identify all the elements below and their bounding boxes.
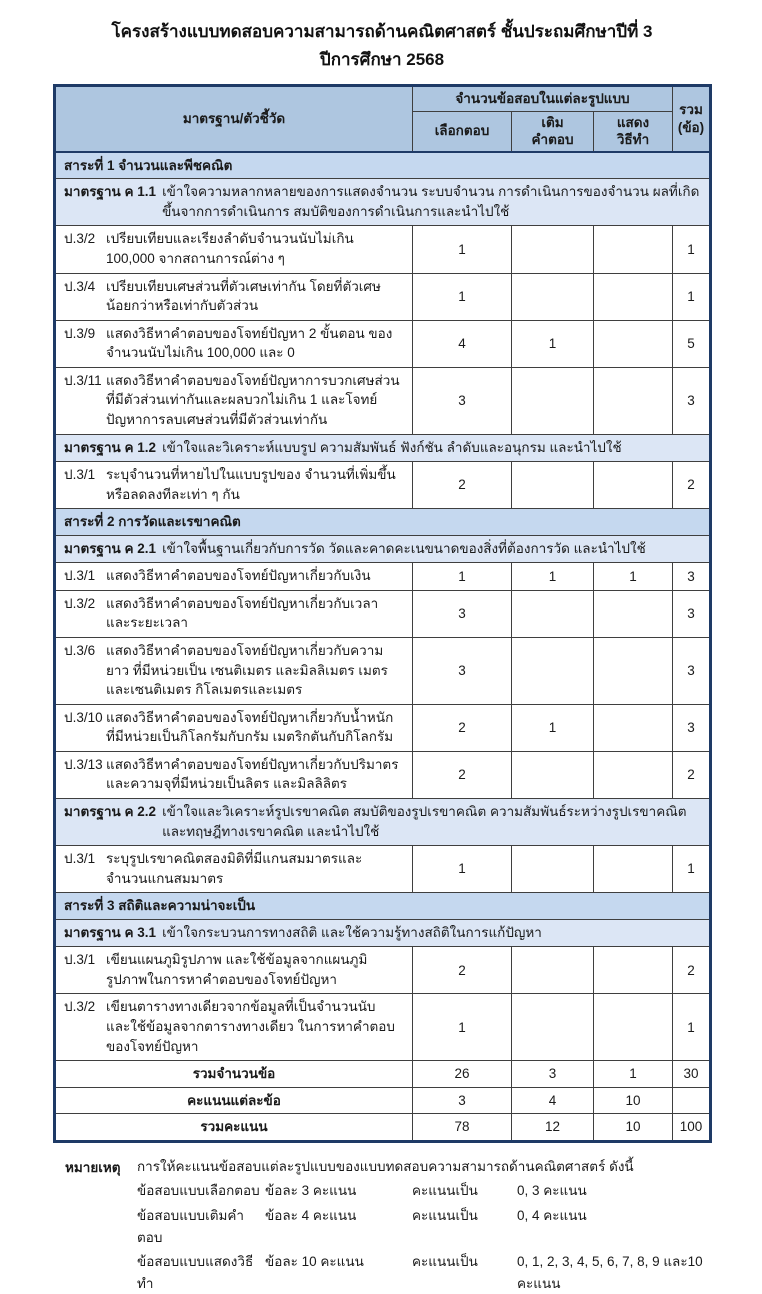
note-score-values: 0, 1, 2, 3, 4, 5, 6, 7, 8, 9 และ10 คะแนน <box>517 1254 703 1291</box>
count-total: 1 <box>673 994 711 1061</box>
indicator-text: เปรียบเทียบเศษส่วนที่ตัวเศษเท่ากัน โดยที่ตัวเศษน้อยกว่าหรือเท่ากับตัวส่วน <box>106 278 381 314</box>
header-standard-indicator: มาตรฐาน/ตัวชี้วัด <box>55 86 413 152</box>
indicator-text: แสดงวิธีหาคำตอบของโจทย์ปัญหาเกี่ยวกับเวลา และระยะเวลา <box>106 595 379 631</box>
indicator-text: แสดงวิธีหาคำตอบของโจทย์ปัญหาเกี่ยวกับปริมาตรและความจุที่มีหน่วยเป็นลิตร และมิลลิลิตร <box>106 756 399 792</box>
indicator-cell <box>55 462 413 509</box>
indicator-cell <box>55 846 413 893</box>
note-item: ข้อสอบแบบแสดงวิธีทำ <box>137 1254 254 1291</box>
item-row <box>55 273 711 320</box>
item-row <box>55 320 711 367</box>
standard-flex <box>64 539 701 559</box>
note-points-per-item: ข้อละ 10 คะแนน <box>265 1254 364 1270</box>
indicator-flex <box>64 465 406 504</box>
count-choice: 1 <box>413 226 512 273</box>
standard-cell <box>55 919 711 947</box>
count-choice: 2 <box>413 751 512 798</box>
count-fill <box>512 947 594 994</box>
summary-total <box>673 1087 711 1114</box>
indicator-cell <box>55 320 413 367</box>
standard-row <box>55 179 711 226</box>
count-total: 5 <box>673 320 711 367</box>
standard-row <box>55 535 711 563</box>
indicator-text: เปรียบเทียบและเรียงลำดับจำนวนนับไม่เกิน 100,000 จากสถานการณ์ต่าง ๆ <box>106 231 354 266</box>
count-show <box>594 994 673 1061</box>
summary-fill: 3 <box>512 1061 594 1088</box>
item-row <box>55 462 711 509</box>
indicator-flex <box>64 324 406 363</box>
indicator-text: แสดงวิธีหาคำตอบของโจทย์ปัญหาเกี่ยวกับน้ำหนักที่มีหน่วยเป็นกิโลกรัมกับกรัม เมตริกตันกับกิโลกรัม <box>106 709 394 745</box>
summary-choice: 26 <box>413 1061 512 1088</box>
indicator-cell <box>55 273 413 320</box>
count-fill <box>512 590 594 637</box>
count-choice: 1 <box>413 994 512 1061</box>
note-points-per-item: ข้อละ 4 คะแนน <box>265 1208 357 1223</box>
summary-row <box>55 1114 711 1142</box>
standard-flex <box>64 802 701 841</box>
count-total: 3 <box>673 367 711 434</box>
section-row <box>55 509 711 536</box>
note-block <box>53 1156 711 1294</box>
indicator-text: แสดงวิธีหาคำตอบของโจทย์ปัญหาเกี่ยวกับเงิน <box>106 568 371 584</box>
count-choice: 3 <box>413 590 512 637</box>
count-fill <box>512 994 594 1061</box>
indicator-flex <box>64 755 406 794</box>
note-heading: หมายเหตุ <box>65 1159 121 1175</box>
count-fill: 1 <box>512 704 594 751</box>
indicator-text: เขียนแผนภูมิรูปภาพ และใช้ข้อมูลจากแผนภูมิรูปภาพในการหาคำตอบของโจทย์ปัญหา <box>106 952 368 987</box>
indicator-flex <box>64 641 406 700</box>
indicator-text: แสดงวิธีหาคำตอบของโจทย์ปัญหาเกี่ยวกับความยาว ที่มีหน่วยเป็น เซนติเมตร และมิลลิเมตร เมตรและเซนติเมตร กิโลเมตรและเมตร <box>106 643 388 698</box>
indicator-cell <box>55 994 413 1061</box>
indicator-flex <box>64 708 406 747</box>
count-choice: 4 <box>413 320 512 367</box>
section-row <box>55 893 711 920</box>
standard-label: มาตรฐาน ค 1.1 <box>64 184 157 200</box>
count-total: 2 <box>673 751 711 798</box>
header-item-count-group: จำนวนข้อสอบในแต่ละรูปแบบ <box>413 86 673 112</box>
indicator-flex <box>64 997 406 1056</box>
standard-text: เข้าใจและวิเคราะห์แบบรูป ความสัมพันธ์ ฟังก์ชัน ลำดับและอนุกรม และนำไปใช้ <box>162 439 622 455</box>
summary-row <box>55 1087 711 1114</box>
count-total: 3 <box>673 638 711 705</box>
count-fill <box>512 751 594 798</box>
indicator-flex <box>64 950 406 989</box>
summary-show: 1 <box>594 1061 673 1088</box>
note-score-label: คะแนนเป็น <box>412 1208 478 1223</box>
document-title-block <box>53 18 711 74</box>
note-score-values: 0, 3 คะแนน <box>517 1183 587 1199</box>
indicator-flex <box>64 594 406 633</box>
item-row <box>55 994 711 1061</box>
count-total: 2 <box>673 462 711 509</box>
indicator-cell <box>55 226 413 273</box>
note-score-label: คะแนนเป็น <box>412 1183 478 1199</box>
count-fill <box>512 367 594 434</box>
standard-cell <box>55 434 711 462</box>
header-fill-answer: เติม คำตอบ <box>512 111 594 152</box>
standard-text: เข้าใจความหลากหลายของการแสดงจำนวน ระบบจำนวน การดำเนินการของจำนวน ผลที่เกิดขึ้นจากการดำเนินการ สมบัติของการดำเนินการและนำไปใช้ <box>162 184 700 219</box>
count-choice: 2 <box>413 704 512 751</box>
summary-row <box>55 1061 711 1088</box>
indicator-flex <box>64 566 406 586</box>
indicator-code: ป.3/2 <box>64 231 96 247</box>
indicator-text: ระบุจำนวนที่หายไปในแบบรูปของ จำนวนที่เพิ่มขึ้นหรือลดลงทีละเท่า ๆ กัน <box>106 467 396 502</box>
item-row <box>55 751 711 798</box>
indicator-cell <box>55 704 413 751</box>
standard-flex <box>64 182 701 221</box>
summary-fill: 12 <box>512 1114 594 1142</box>
count-show <box>594 947 673 994</box>
section-title: สาระที่ 3 สถิติและความน่าจะเป็น <box>55 893 711 920</box>
standard-cell <box>55 798 711 845</box>
indicator-code: ป.3/4 <box>64 278 96 294</box>
count-total: 1 <box>673 226 711 273</box>
summary-choice: 78 <box>413 1114 512 1142</box>
table-header <box>55 86 711 152</box>
indicator-flex <box>64 849 406 888</box>
summary-show: 10 <box>594 1087 673 1114</box>
indicator-code: ป.3/6 <box>64 643 96 658</box>
count-show <box>594 846 673 893</box>
document-title: โครงสร้างแบบทดสอบความสามารถด้านคณิตศาสตร์ ชั้นประถมศึกษาปีที่ 3 <box>111 22 653 41</box>
blueprint-table-body <box>55 152 711 1142</box>
standard-cell <box>55 535 711 563</box>
item-row <box>55 638 711 705</box>
standard-row <box>55 434 711 462</box>
count-show <box>594 704 673 751</box>
indicator-code: ป.3/1 <box>64 467 96 483</box>
count-fill <box>512 846 594 893</box>
item-row <box>55 367 711 434</box>
indicator-cell <box>55 751 413 798</box>
count-show <box>594 320 673 367</box>
summary-total: 30 <box>673 1061 711 1088</box>
indicator-code: ป.3/1 <box>64 851 96 867</box>
indicator-flex <box>64 277 406 316</box>
standard-cell <box>55 179 711 226</box>
indicator-cell <box>55 590 413 637</box>
indicator-text: ระบุรูปเรขาคณิตสองมิติที่มีแกนสมมาตรและจำนวนแกนสมมาตร <box>106 851 363 886</box>
count-fill <box>512 273 594 320</box>
note-score-label: คะแนนเป็น <box>412 1254 478 1270</box>
standard-label: มาตรฐาน ค 1.2 <box>64 439 157 455</box>
item-row <box>55 563 711 591</box>
count-total: 3 <box>673 590 711 637</box>
summary-label: รวมคะแนน <box>55 1114 413 1142</box>
indicator-code: ป.3/9 <box>64 325 96 341</box>
count-choice: 1 <box>413 273 512 320</box>
note-item: ข้อสอบแบบเติมคำตอบ <box>137 1208 244 1245</box>
count-fill <box>512 226 594 273</box>
section-row <box>55 152 711 179</box>
indicator-cell <box>55 638 413 705</box>
header-multiple-choice: เลือกตอบ <box>413 111 512 152</box>
blueprint-table <box>53 84 712 1143</box>
count-choice: 1 <box>413 846 512 893</box>
standard-label: มาตรฐาน ค 2.1 <box>64 540 157 556</box>
indicator-code: ป.3/2 <box>64 595 96 611</box>
indicator-code: ป.3/2 <box>64 999 96 1015</box>
count-choice: 3 <box>413 367 512 434</box>
standard-text: เข้าใจและวิเคราะห์รูปเรขาคณิต สมบัติของรูปเรขาคณิต ความสัมพันธ์ระหว่างรูปเรขาคณิต และทฤษฎีทางเรขาคณิต และนำไปใช้ <box>162 803 687 839</box>
summary-show: 10 <box>594 1114 673 1142</box>
standard-text: เข้าใจกระบวนการทางสถิติ และใช้ความรู้ทางสถิติในการแก้ปัญหา <box>162 924 542 940</box>
standard-label: มาตรฐาน ค 2.2 <box>64 803 157 819</box>
standard-flex <box>64 923 701 943</box>
header-show-work: แสดง วิธีทำ <box>594 111 673 152</box>
standard-flex <box>64 438 701 458</box>
count-choice: 2 <box>413 462 512 509</box>
indicator-text: เขียนตารางทางเดียวจากข้อมูลที่เป็นจำนวนนับ และใช้ข้อมูลจากตารางทางเดียว ในการหาคำตอบของโจทย์ปัญหา <box>106 999 395 1054</box>
count-fill: 1 <box>512 563 594 591</box>
indicator-cell <box>55 563 413 591</box>
section-title: สาระที่ 1 จำนวนและพีชคณิต <box>55 152 711 179</box>
note-points-per-item: ข้อละ 3 คะแนน <box>265 1183 357 1199</box>
count-fill <box>512 462 594 509</box>
count-choice: 3 <box>413 638 512 705</box>
count-show <box>594 273 673 320</box>
count-choice: 2 <box>413 947 512 994</box>
count-show <box>594 462 673 509</box>
header-total-line1: รวม <box>679 102 703 118</box>
count-fill <box>512 638 594 705</box>
header-total-line2: (ข้อ) <box>677 119 705 135</box>
indicator-code: ป.3/1 <box>64 568 96 584</box>
count-show <box>594 751 673 798</box>
count-total: 3 <box>673 704 711 751</box>
summary-fill: 4 <box>512 1087 594 1114</box>
note-score-values: 0, 4 คะแนน <box>517 1208 587 1223</box>
standard-row <box>55 798 711 845</box>
count-total: 2 <box>673 947 711 994</box>
note-item: ข้อสอบแบบเลือกตอบ <box>137 1183 260 1199</box>
academic-year: ปีการศึกษา 2568 <box>319 50 445 70</box>
count-fill: 1 <box>512 320 594 367</box>
indicator-code: ป.3/1 <box>64 952 96 968</box>
indicator-cell <box>55 947 413 994</box>
indicator-code: ป.3/13 <box>64 756 103 772</box>
item-row <box>55 226 711 273</box>
note-content <box>137 1156 711 1294</box>
standard-text: เข้าใจพื้นฐานเกี่ยวกับการวัด วัดและคาดคะเนขนาดของสิ่งที่ต้องการวัด และนำไปใช้ <box>162 540 646 556</box>
indicator-cell <box>55 367 413 434</box>
item-row <box>55 846 711 893</box>
count-show <box>594 226 673 273</box>
count-total: 1 <box>673 273 711 320</box>
standard-row <box>55 919 711 947</box>
indicator-flex <box>64 229 406 268</box>
note-lines <box>137 1180 711 1294</box>
summary-label: คะแนนแต่ละข้อ <box>55 1087 413 1114</box>
indicator-code: ป.3/10 <box>64 709 103 725</box>
indicator-text: แสดงวิธีหาคำตอบของโจทย์ปัญหา 2 ขั้นตอน ของจำนวนนับไม่เกิน 100,000 และ 0 <box>106 325 393 361</box>
item-row <box>55 704 711 751</box>
item-row <box>55 947 711 994</box>
summary-total: 100 <box>673 1114 711 1142</box>
header-total <box>673 86 711 152</box>
summary-choice: 3 <box>413 1087 512 1114</box>
count-total: 1 <box>673 846 711 893</box>
section-title: สาระที่ 2 การวัดและเรขาคณิต <box>55 509 711 536</box>
indicator-text: แสดงวิธีหาคำตอบของโจทย์ปัญหาการบวกเศษส่วนที่มีตัวส่วนเท่ากันและผลบวกไม่เกิน 1 และโจทย์ปัญหาการลบเศษส่วนที่มีตัวส่วนเท่ากัน <box>106 372 400 427</box>
item-row <box>55 590 711 637</box>
note-intro: การให้คะแนนข้อสอบแต่ละรูปแบบของแบบทดสอบความสามารถด้านคณิตศาสตร์ ดังนี้ <box>137 1158 634 1174</box>
count-choice: 1 <box>413 563 512 591</box>
count-show <box>594 367 673 434</box>
count-total: 3 <box>673 563 711 591</box>
indicator-code: ป.3/11 <box>64 372 102 388</box>
indicator-flex <box>64 371 406 430</box>
count-show: 1 <box>594 563 673 591</box>
summary-label: รวมจำนวนข้อ <box>55 1061 413 1088</box>
standard-label: มาตรฐาน ค 3.1 <box>64 924 157 940</box>
count-show <box>594 638 673 705</box>
count-show <box>594 590 673 637</box>
